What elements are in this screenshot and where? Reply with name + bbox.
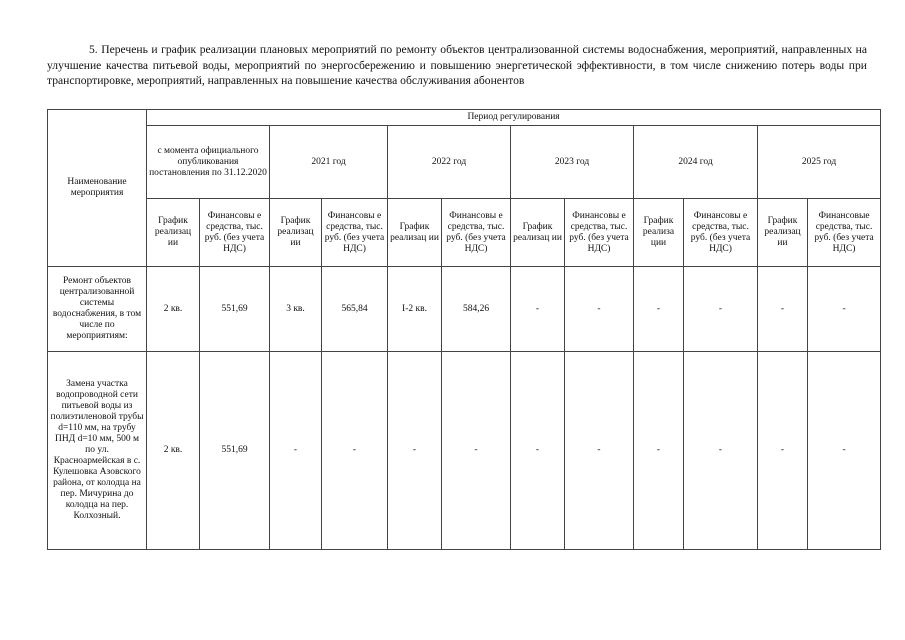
period-header-2022 xyxy=(388,126,511,199)
table-cell: 2 кв. xyxy=(147,352,200,550)
period-header-0 xyxy=(147,126,270,199)
section-heading xyxy=(47,42,867,89)
table-cell: 2 кв. xyxy=(147,267,200,352)
row-name: Ремонт объектов централизованной системы водоснабжения, в том числе по мероприятиям: xyxy=(48,267,147,352)
sub-header: Финансовы е средства, тыс. руб. (без учета НДС) xyxy=(684,199,758,267)
period-label: с момента официального опубликования постановления по 31.12.2020 xyxy=(149,145,267,178)
table-cell: - xyxy=(511,267,565,352)
sub-header: График реализац ии xyxy=(270,199,322,267)
table-cell: - xyxy=(758,352,808,550)
plan-table xyxy=(47,109,881,550)
sub-header: Финансовы е средства, тыс. руб. (без учета НДС) xyxy=(322,199,388,267)
name-header-cell xyxy=(48,110,147,267)
table-cell: 551,69 xyxy=(200,352,270,550)
sub-header: Финансовы е средства, тыс. руб. (без учета НДС) xyxy=(442,199,511,267)
table-cell: - xyxy=(442,352,511,550)
table-cell: - xyxy=(270,352,322,550)
sub-header: Финансовы е средства, тыс. руб. (без учета НДС) xyxy=(200,199,270,267)
table-cell: - xyxy=(808,267,881,352)
sub-header: График реализа ции xyxy=(634,199,684,267)
table-cell: - xyxy=(758,267,808,352)
table-cell: I-2 кв. xyxy=(388,267,442,352)
sub-header: График реализац ии xyxy=(388,199,442,267)
table-cell: - xyxy=(322,352,388,550)
period-header-cell xyxy=(147,110,881,126)
table-cell: - xyxy=(634,352,684,550)
table-cell: 551,69 xyxy=(200,267,270,352)
sub-header: График реализац ии xyxy=(147,199,200,267)
period-label: 2023 год xyxy=(554,156,590,167)
period-label: 2022 год xyxy=(431,156,467,167)
period-label: 2024 год xyxy=(678,156,713,167)
sub-header: График реализац ии xyxy=(511,199,565,267)
period-label: 2025 год xyxy=(801,156,837,167)
row-name: Замена участка водопроводной сети питьевой воды из полиэтиленовой трубы d=110 мм, на трубу ПНД d=10 мм, 500 м по ул. Красноармейская в с. Кулешовка Азовского района, от колодца на пер. Мичурина до колодца на пер. Колхозный. xyxy=(48,352,147,550)
section-heading-text: 5. Перечень и график реализации плановых мероприятий по ремонту объектов централизованной системы водоснабжения, мероприятий, направленных на улучшение качества питьевой воды, мероприятий по энергосбережению и повышению энергетической эффективности, в том числе снижению потерь воды при транспортировке, мероприятий, направленных на повышение качества обслуживания абонентов xyxy=(47,43,867,87)
table-cell: 3 кв. xyxy=(270,267,322,352)
table-cell: - xyxy=(684,267,758,352)
table-cell: 565,84 xyxy=(322,267,388,352)
period-header-2025 xyxy=(758,126,881,199)
period-header: Период регулирования xyxy=(467,112,560,122)
sub-header: График реализац ии xyxy=(758,199,808,267)
period-header-2024 xyxy=(634,126,758,199)
name-header: Наименование мероприятия xyxy=(67,177,127,198)
table-cell: - xyxy=(565,352,634,550)
table-cell: - xyxy=(388,352,442,550)
table-row xyxy=(48,267,881,352)
sub-header: Финансовы е средства, тыс. руб. (без учета НДС) xyxy=(565,199,634,267)
table-cell: - xyxy=(634,267,684,352)
table-cell: 584,26 xyxy=(442,267,511,352)
period-header-2021 xyxy=(270,126,388,199)
table-cell: - xyxy=(565,267,634,352)
table-cell: - xyxy=(684,352,758,550)
period-header-2023 xyxy=(511,126,634,199)
table-cell: - xyxy=(511,352,565,550)
table-row xyxy=(48,352,881,550)
table-cell: - xyxy=(808,352,881,550)
period-label: 2021 год xyxy=(311,156,346,167)
sub-header: Финансовые средства, тыс. руб. (без учета НДС) xyxy=(808,199,881,267)
